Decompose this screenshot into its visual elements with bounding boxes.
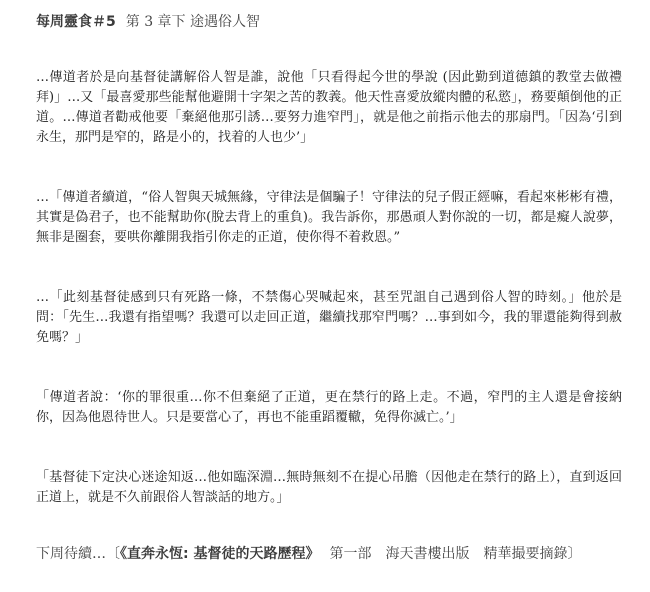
series-title: 每周靈食＃5 — [36, 14, 116, 30]
footer-prefix: 下周待續…〔 — [36, 546, 120, 562]
paragraph-2: …「傳道者續道，“俗人智與天城無緣，守律法是個騙子！守律法的兒子假正經嘛，看起來彬彬有禮，其實是偽君子，也不能幫助你(脫去背上的重負)。我告訴你，那愚頑人對你說的一切，都是癡人說夢，無非是圈套，要哄你離開我指引你走的正道，使你得不着救恩。” — [36, 190, 622, 245]
publisher-note: 第一部 海天書樓出版 精華撮要摘錄〕 — [329, 546, 582, 562]
paragraph-5: 「基督徒下定決心迷途知返…他如臨深淵…無時無刻不在提心吊膽（因他走在禁行的路上），直到返回正道上，就是不久前跟俗人智談話的地方。」 — [36, 470, 622, 505]
page-header — [36, 12, 622, 32]
paragraph-3: …「此刻基督徒感到只有死路一條，不禁傷心哭喊起來，甚至咒詛自己遇到俗人智的時刻。」他於是問：「先生…我還有指望嗎？我還可以走回正道，繼續找那窄門嗎？…事到如今，我的罪還能夠得到赦免嗎？」 — [36, 290, 622, 345]
paragraph-1: …傳道者於是向基督徒講解俗人智是誰，說他「只看得起今世的學說 (因此勤到道德鎮的教堂去做禮拜)」…又「最喜愛那些能幫他避開十字架之苦的教義。他天性喜愛放縱肉體的私慾」，務要顛倒他的正道。…傳道者勸戒他要「棄絕他那引誘…要努力進窄門」，就是他之前指示他去的那扇門。「因為‘引到永生，那門是窄的，路是小的，找着的人也少’」 — [36, 70, 622, 145]
chapter-title: 第 3 章下 途遇俗人智 — [125, 14, 261, 30]
book-title: 《直奔永恆: 基督徒的天路歷程》 — [120, 546, 320, 562]
paragraph-4: 「傳道者說：‘你的罪很重…你不但棄絕了正道，更在禁行的路上走。不過，窄門的主人還是會接納你，因為他恩待世人。只是要當心了，再也不能重蹈覆轍，免得你滅亡。’」 — [36, 390, 622, 425]
footer-note — [36, 544, 622, 564]
